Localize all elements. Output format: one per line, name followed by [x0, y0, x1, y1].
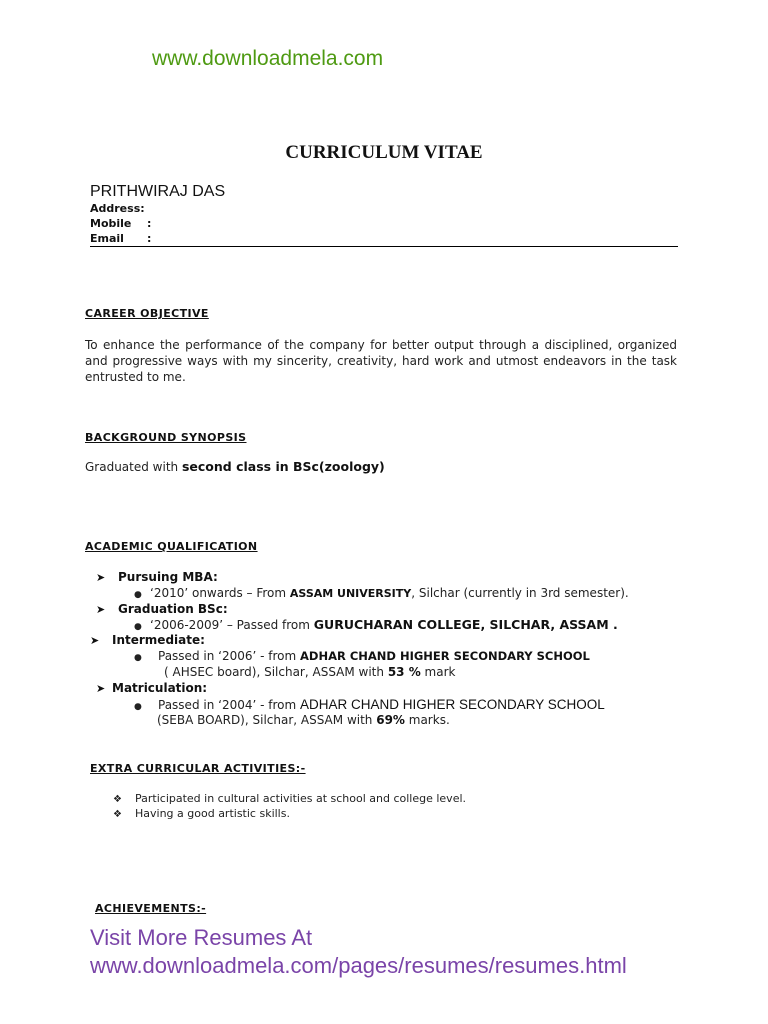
footer-promo-line1: Visit More Resumes At: [90, 925, 313, 950]
matriculation-marks: marks.: [404, 713, 450, 727]
matriculation-text: Passed in ‘2004’ - from: [158, 698, 300, 712]
graduation-detail: [134, 617, 618, 632]
bullet-icon: ●: [134, 622, 142, 632]
diamond-bullet-icon: ❖: [113, 809, 122, 820]
list-item: [113, 807, 290, 820]
mobile-row: [90, 216, 151, 231]
bullet-icon: ●: [134, 590, 142, 600]
career-objective-text: To enhance the performance of the company for better output through a disciplined, organized and progressive ways with my sincerity, creativity, hard work and utmost endeavors in the task entrusted to me.: [85, 338, 677, 384]
intermediate-detail-line2: [164, 665, 455, 679]
email-row: [90, 231, 151, 246]
intermediate-mark: mark: [420, 665, 456, 679]
arrow-icon: ➤: [96, 603, 106, 616]
intermediate-detail: [134, 649, 590, 663]
mba-after: , Silchar (currently in 3rd semester).: [411, 586, 629, 600]
header-divider: [90, 246, 678, 247]
arrow-icon: ➤: [96, 682, 106, 695]
mba-title: Pursuing MBA:: [118, 570, 218, 584]
matriculation-title: Matriculation:: [112, 681, 208, 695]
mba-university: ASSAM UNIVERSITY: [289, 587, 412, 600]
mba-item: [96, 570, 218, 584]
intermediate-item: [90, 633, 205, 647]
intermediate-school: ADHAR CHAND HIGHER SECONDARY SCHOOL: [300, 649, 590, 663]
achievements-heading: ACHIEVEMENTS:-: [95, 902, 207, 915]
matriculation-detail-line2: [157, 713, 450, 727]
arrow-icon: ➤: [90, 634, 100, 647]
matriculation-item: [96, 681, 207, 695]
candidate-name: PRITHWIRAJ DAS: [90, 183, 226, 200]
intermediate-title: Intermediate:: [112, 633, 205, 647]
graduation-college: GURUCHARAN COLLEGE, SILCHAR, ASSAM .: [313, 617, 618, 632]
matriculation-percentage: 69%: [376, 713, 405, 727]
email-colon: :: [147, 232, 152, 245]
mba-detail: [134, 586, 629, 600]
background-degree: second class in BSc(zoology): [181, 459, 385, 474]
mobile-colon: :: [147, 217, 152, 230]
mba-text: ‘2010’ onwards – From: [150, 586, 290, 600]
address-label: Address:: [90, 202, 145, 215]
footer-resumes-link[interactable]: www.downloadmela.com/pages/resumes/resumes.html: [90, 953, 627, 978]
background-synopsis-heading: BACKGROUND SYNOPSIS: [85, 431, 247, 444]
matriculation-board: (SEBA BOARD), Silchar, ASSAM with: [157, 713, 377, 727]
email-label: Email: [90, 232, 124, 245]
matriculation-school: ADHAR CHAND HIGHER SECONDARY SCHOOL: [300, 697, 605, 712]
intermediate-board: ( AHSEC board), Silchar, ASSAM with: [164, 665, 388, 679]
graduation-text: ‘2006-2009’ – Passed from: [150, 618, 314, 632]
address-row: [90, 201, 147, 216]
list-item: [113, 792, 466, 805]
extra-item-text: Having a good artistic skills.: [135, 807, 290, 820]
arrow-icon: ➤: [96, 571, 106, 584]
page-title: CURRICULUM VITAE: [285, 142, 483, 163]
bullet-icon: ●: [134, 702, 142, 712]
graduation-title: Graduation BSc:: [118, 602, 228, 616]
extra-curricular-heading: EXTRA CURRICULAR ACTIVITIES:-: [90, 762, 306, 775]
extra-item-text: Participated in cultural activities at school and college level.: [135, 792, 467, 805]
academic-heading: ACADEMIC QUALIFICATION: [85, 540, 258, 553]
intermediate-text: Passed in ‘2006’ - from: [158, 649, 300, 663]
career-objective-heading: CAREER OBJECTIVE: [85, 307, 209, 320]
background-prefix: Graduated with: [85, 460, 182, 474]
mobile-label: Mobile: [90, 217, 132, 230]
bullet-icon: ●: [134, 653, 142, 663]
matriculation-detail: [134, 697, 605, 712]
site-link[interactable]: www.downloadmela.com: [152, 47, 384, 70]
background-synopsis-text: [85, 459, 385, 474]
intermediate-percentage: 53 %: [387, 665, 421, 679]
diamond-bullet-icon: ❖: [113, 794, 122, 805]
graduation-item: [96, 602, 228, 616]
